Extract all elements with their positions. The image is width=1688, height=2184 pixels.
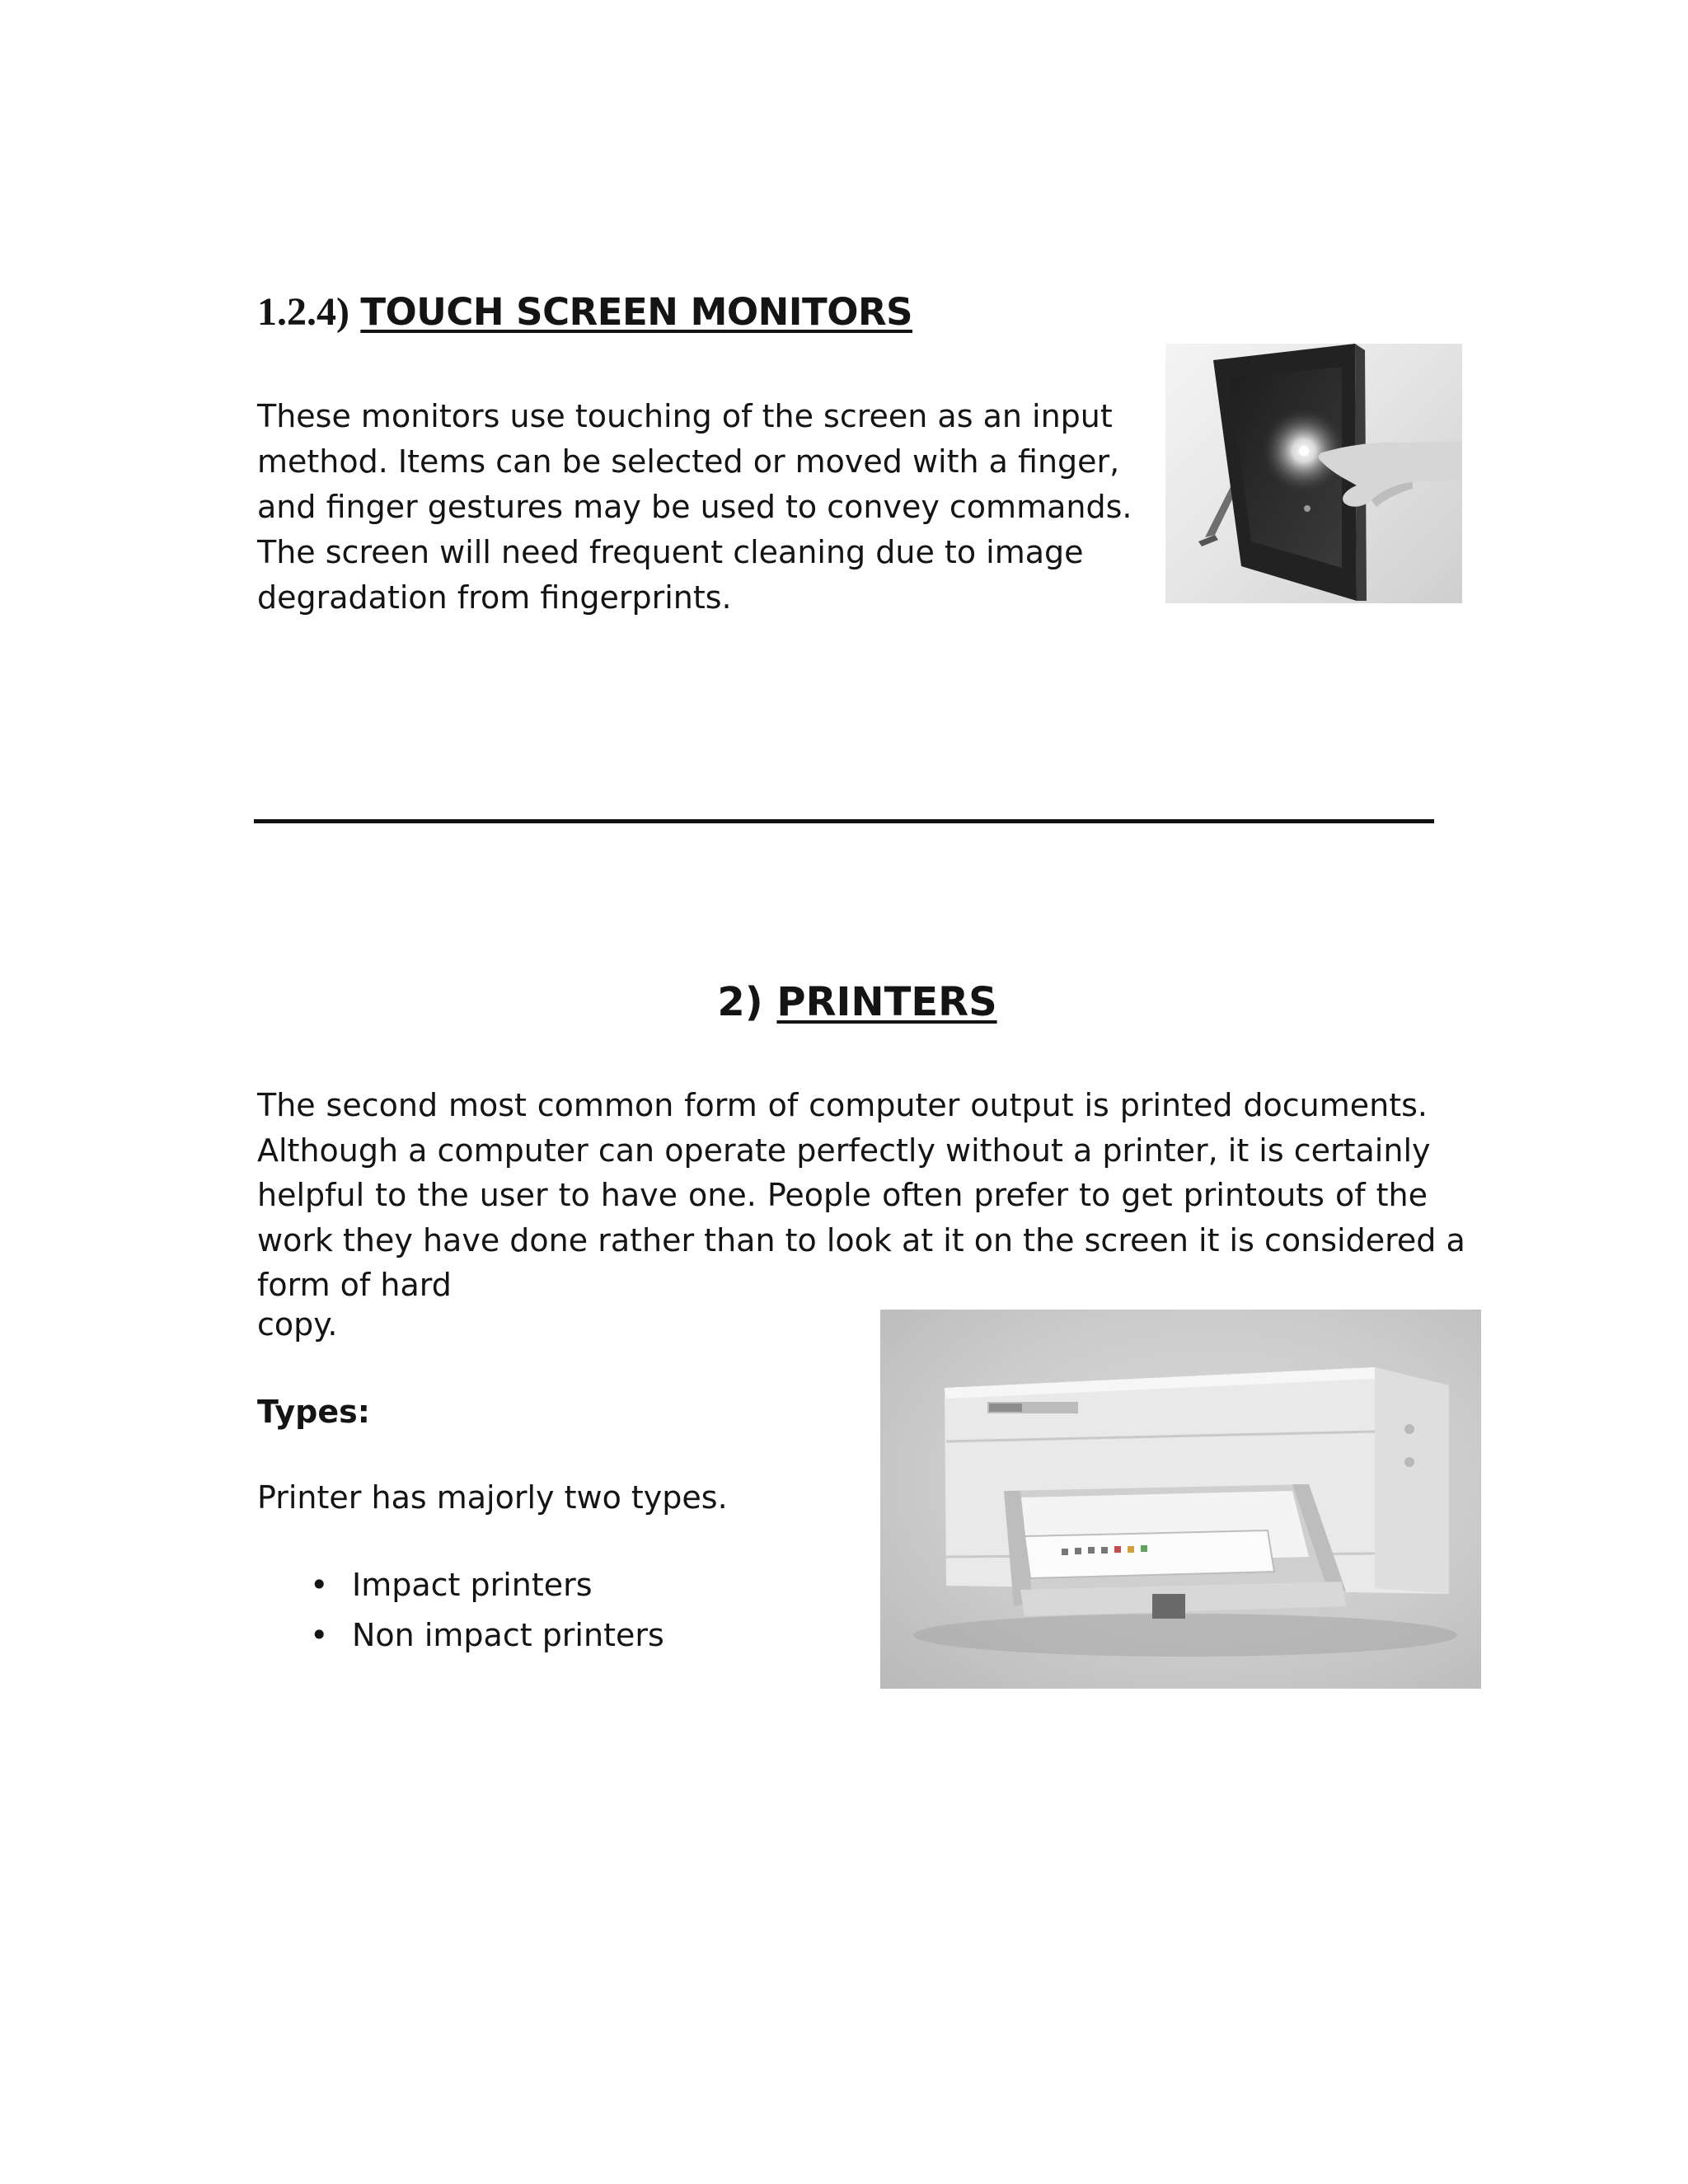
types-label: Types: <box>257 1394 370 1430</box>
bullet-icon: • <box>310 1567 329 1603</box>
section-title: PRINTERS <box>776 979 997 1025</box>
types-intro: Printer has majorly two types. <box>257 1479 728 1516</box>
section-heading-printers <box>0 977 1688 1028</box>
paragraph-line: helpful to the user to have one. People often prefer to get printouts of the <box>257 1177 1428 1213</box>
touch-screen-illustration <box>1165 344 1462 603</box>
printers-paragraph <box>257 1083 1465 1308</box>
paragraph-line: The screen will need frequent cleaning due to image <box>257 534 1084 570</box>
paragraph-line: The second most common form of computer output is printed documents. <box>257 1087 1428 1123</box>
bullet-icon: • <box>310 1617 329 1653</box>
paragraph-line: These monitors use touching of the screen as an input <box>257 398 1113 434</box>
paragraph-line: Although a computer can operate perfectly without a printer, it is certainly <box>257 1132 1431 1169</box>
list-item-label: Impact printers <box>352 1567 593 1603</box>
section-divider <box>254 819 1434 823</box>
printer-image <box>880 1310 1481 1689</box>
paragraph-line: degradation from fingerprints. <box>257 579 732 616</box>
printer-types-list <box>305 1560 664 1661</box>
section-heading-touch-screen <box>257 287 912 338</box>
paragraph-continuation: copy. <box>257 1306 338 1343</box>
touch-screen-paragraph <box>257 394 1132 621</box>
section-number: 2) <box>717 979 763 1025</box>
paragraph-line: work they have done rather than to look at it on the screen it is considered a <box>257 1221 1465 1258</box>
printer-illustration <box>880 1310 1481 1689</box>
touch-screen-monitor-image <box>1165 344 1462 603</box>
section-number: 1.2.4) <box>257 290 349 334</box>
paragraph-line: form of hard <box>257 1267 452 1303</box>
section-title: TOUCH SCREEN MONITORS <box>360 290 913 334</box>
paragraph-line: method. Items can be selected or moved with a finger, <box>257 443 1120 480</box>
list-item-label: Non impact printers <box>352 1617 664 1653</box>
list-item <box>305 1610 664 1661</box>
list-item <box>305 1560 664 1610</box>
paragraph-line: and finger gestures may be used to convey commands. <box>257 489 1132 525</box>
